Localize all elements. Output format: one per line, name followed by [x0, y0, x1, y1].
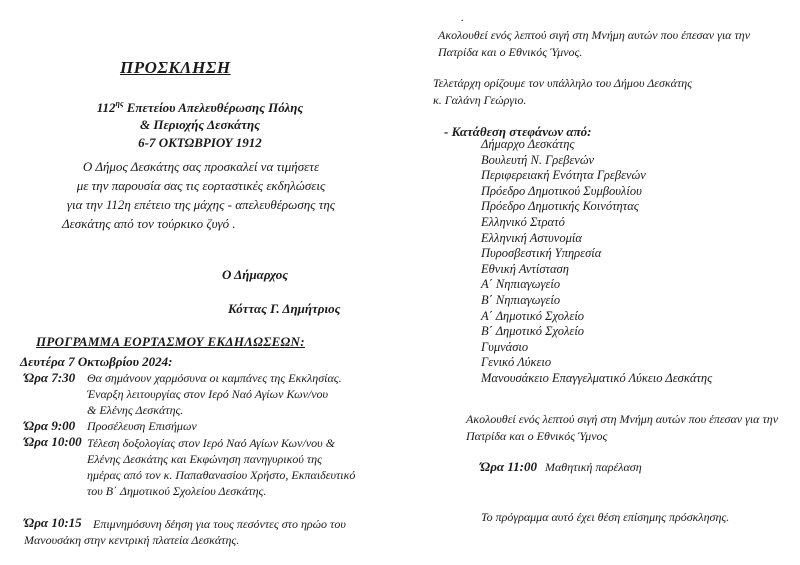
silence-line-1b: Πατρίδα και ο Εθνικός Ύμνος. — [438, 45, 583, 59]
event-text-line: Προσέλευση Επισήμων — [87, 419, 197, 433]
list-item: Δήμαρχο Δεσκάτης — [481, 137, 575, 151]
event-text-line: ημέρας από τον κ. Παπαθανασίου Χρήστο, Εκπαιδευτικό — [87, 468, 356, 482]
program-heading: ΠΡΟΓΡΑΜΜΑ ΕΟΡΤΑΣΜΟΥ ΕΚΔΗΛΩΣΕΩΝ: — [36, 334, 305, 349]
list-item: Πρόεδρο Δημοτικής Κοινότητας — [481, 199, 639, 214]
list-item: Β΄ Νηπιαγωγείο — [481, 292, 561, 307]
signatory-name: Κόττας Γ. Δημήτριος — [228, 301, 341, 316]
intro-line-1: Ο Δήμος Δεσκάτης σας προσκαλεί να τιμήσετε — [82, 159, 320, 174]
signatory-role: Ο Δήμαρχος — [222, 267, 289, 282]
anniversary-ordinal: ης — [115, 99, 124, 108]
silence-line-2b: Πατρίδα και ο Εθνικός Ύμνος — [466, 429, 608, 443]
list-item: Μανουσάκειο Επαγγελματικό Λύκειο Δεσκάτης — [481, 370, 713, 385]
event-time-1015: Ώρα 10:15 — [24, 515, 82, 530]
parade-text: Μαθητική παρέλαση — [545, 460, 642, 474]
event-text-line: Θα σημάνουν χαρμόσυνα οι καμπάνες της Εκκλησίας. — [87, 371, 342, 385]
anniversary-date: 6-7 ΟΚΤΩΒΡΙΟΥ 1912 — [138, 135, 262, 150]
event-text-line: Έναρξη λειτουργίας στον Ιερό Ναό Αγίων Κων/νου — [87, 387, 329, 401]
list-item: Πρόεδρο Δημοτικού Συμβουλίου — [481, 183, 642, 198]
closing-note: Το πρόγραμμα αυτό έχει θέση επίσημης πρόσκλησης. — [481, 510, 730, 524]
event-text-line: Ελένης Δεσκάτης και Εκφώνηση πανηγυρικού της — [87, 452, 323, 466]
list-item: Γενικό Λύκειο — [481, 355, 552, 370]
anniversary-number: 112 — [96, 100, 116, 115]
list-item: Ελληνικό Στρατό — [481, 214, 565, 229]
event-text-line: Τέλεση δοξολογίας στον Ιερό Ναό Αγίων Κων/νου & — [87, 436, 335, 450]
anniversary-line-1 — [0, 99, 400, 116]
day-heading: Δευτέρα 7 Οκτωβρίου 2024: — [20, 354, 173, 369]
invitation-title: ΠΡΟΣΚΛΗΣΗ — [120, 58, 231, 77]
intro-line-4: Δεσκάτης από τον τούρκικο ζυγό . — [62, 216, 236, 231]
list-item: Β΄ Δημοτικό Σχολείο — [481, 324, 585, 339]
list-item: Περιφερειακή Ενότητα Γρεβενών — [481, 168, 646, 183]
list-item: Α΄ Δημοτικό Σχολείο — [481, 308, 585, 323]
list-item: Εθνική Αντίσταση — [481, 261, 569, 276]
event-1015-line-2: Μανουσάκη στην κεντρική πλατεία Δεσκάτης. — [24, 533, 240, 547]
ceremony-line-1: Τελετάρχη ορίζουμε τον υπάλληλο του Δήμου Δεσκάτης — [433, 76, 693, 90]
event-time: Ώρα 10:00 — [24, 434, 82, 449]
list-item: Γυμνάσιο — [481, 339, 529, 354]
list-item: Ελληνική Αστυνομία — [481, 230, 582, 245]
event-time: Ώρα 7:30 — [24, 370, 76, 385]
top-dot: . — [461, 10, 464, 24]
anniversary-line-1-text: Επετείου Απελευθέρωσης Πόλης — [123, 100, 304, 115]
intro-line-2: με την παρουσία σας τις εορταστικές εκδηλώσεις — [76, 178, 326, 193]
wreaths-list — [481, 137, 712, 387]
list-item: Βουλευτή Ν. Γρεβενών — [481, 152, 595, 167]
ceremony-line-2: κ. Γαλάνη Γεώργιο. — [433, 93, 527, 107]
event-time: Ώρα 9:00 — [24, 418, 76, 433]
wreaths-heading: - Κατάθεση στεφάνων από: — [444, 124, 592, 139]
list-item: Πυροσβεστική Υπηρεσία — [481, 246, 602, 261]
list-item: Α΄ Νηπιαγωγείο — [481, 277, 561, 292]
parade-time: Ώρα 11:00 — [480, 459, 537, 474]
silence-line-1a: Ακολουθεί ενός λεπτού σιγή στη Μνήμη αυτών που έπεσαν για την — [438, 28, 751, 42]
event-1015-line-1: Επιμνημόσυνη δέηση για τους πεσόντες στο ηρώο του — [93, 517, 346, 531]
event-text-line: & Ελένης Δεσκάτης. — [87, 403, 184, 417]
event-text-line: του Β΄ Δημοτικού Σχολείου Δεσκάτης. — [87, 484, 267, 498]
silence-line-2a: Ακολουθεί ενός λεπτού σιγή στη Μνήμη αυτών που έπεσαν για την — [466, 412, 779, 426]
anniversary-line-2: & Περιοχής Δεσκάτης — [140, 117, 260, 132]
intro-line-3: για την 112η επέτειο της μάχης - απελευθέρωσης της — [66, 197, 336, 212]
